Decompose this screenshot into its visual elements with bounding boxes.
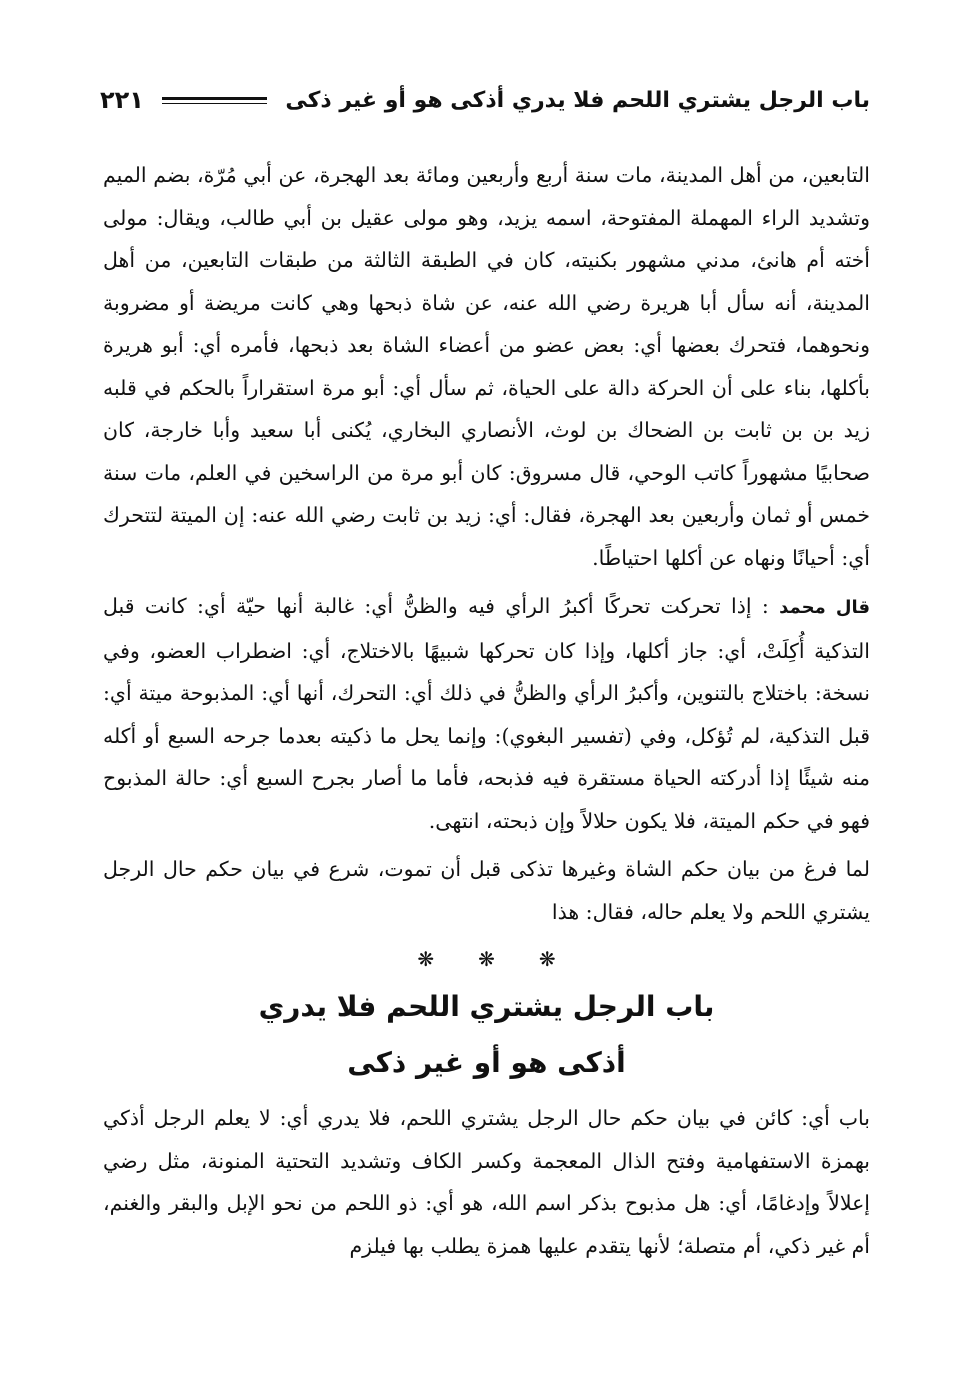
chapter-heading-line-2: أذكى هو أو غير ذكى: [347, 1046, 626, 1079]
separator-star: ❋: [478, 947, 495, 971]
paragraph-text: باب أي: كائن في بيان حكم حال الرجل يشتري اللحم، فلا يدري أي: لا يعلم الرجل أذكي بهمزة الاستفهامية وفتح الذال المعجمة وكسر الكاف وتشديد التحتية المنونة، مثل رضي إعلالاً وإدغامًا، أي: هل مذبوح بذكر اسم الله، هو أي: ذو اللحم من نحو الإبل والبقر والغنم، أم غير ذكي، أم متصلة؛ لأنها يتقدم عليها همزة يطلب بها فيلزم: [103, 1106, 870, 1258]
page-number: ٢٢١: [100, 86, 144, 114]
separator-star: ❋: [417, 947, 435, 971]
chapter-heading: [103, 979, 870, 1091]
chapter-paragraph: [103, 1097, 870, 1267]
section-separator: [103, 947, 870, 971]
separator-star: ❋: [538, 947, 556, 971]
page-header: [100, 80, 870, 120]
paragraph-text: لما فرغ من بيان حكم الشاة وغيرها تذكى قبل أن تموت، شرع في بيان حكم حال الرجل يشتري اللحم ولا يعلم حاله، فقال: هذا: [103, 857, 870, 924]
chapter-heading-line-1: باب الرجل يشتري اللحم فلا يدري: [258, 990, 715, 1023]
paragraph-lead: قال محمد: [779, 597, 870, 618]
running-title: باب الرجل يشتري اللحم فلا يدري أذكى هو أو غير ذكى: [285, 87, 870, 113]
paragraph-text: التابعين، من أهل المدينة، مات سنة أربع وأربعين ومائة بعد الهجرة، عن أبي مُرّة، بضم الميم وتشديد الراء المهملة المفتوحة، اسمه يزيد، وهو مولى عقيل بن أبي طالب، ويقال: مولى أخته أم هانئ، مدني مشهور بكنيته، كان في الطبقة الثالثة من طبقات التابعين، من أهل المدينة، أنه سأل أبا هريرة رضي الله عنه، عن شاة ذبحها وهي كانت مريضة أو مضروبة ونحوهما، فتحرك بعضها أي: بعض عضو من أعضاء الشاة بعد ذبحها، فأمره أي: أبو هريرة بأكلها، بناء على أن الحركة دالة على الحياة، ثم سأل أي: أبو مرة استقراراً بالحكم في قلبه زيد بن بن ثابت بن الضحاك بن لوث، الأنصاري البخاري، يُكنى أبا سعيد وأبا خارجة، كان صحابيًا مشهوراً كاتب الوحي، قال مسروق: كان أبو مرة من الراسخين في العلم، مات سنة خمس أو ثمان وأربعين بعد الهجرة، فقال: أي: زيد بن ثابت رضي الله عنه: إن الميتة لتتحرك أي: أحيانًا ونهاه عن أكلها احتياطًا.: [103, 163, 870, 570]
commentary-paragraph: [103, 585, 870, 842]
commentary-paragraph: [103, 154, 870, 579]
commentary-paragraph: [103, 848, 870, 933]
header-rule: [162, 97, 267, 104]
paragraph-text: : إذا تحركت تحركًا أكبرُ الرأي فيه والظنُّ أي: غالبة أنها حيّة أي: كانت قبل التذكية أُكِلَتْ، أي: جاز أكلها، وإذا كان تحركها شبيهًا بالاختلاج، أي: اضطراب العضو، وفي نسخة: باختلاج بالتنوين، وأكبرُ الرأي والظنُّ في ذلك أي: التحرك، أنها أي: المذبوحة ميتة أي: قبل التذكية، لم تُؤكل، وفي (تفسير البغوي): وإنما يحل ما ذكيته بعدما جرحه السبع أو أكله منه شيئًا إذا أدركته الحياة مستقرة فيه فذبحه، فأما ما أصار بجرح السبع أي: حالة المذبوح فهو في حكم الميتة، فلا يكون حلالاً وإن ذبحته، انتهى.: [103, 594, 870, 833]
page-body: [103, 154, 870, 1267]
